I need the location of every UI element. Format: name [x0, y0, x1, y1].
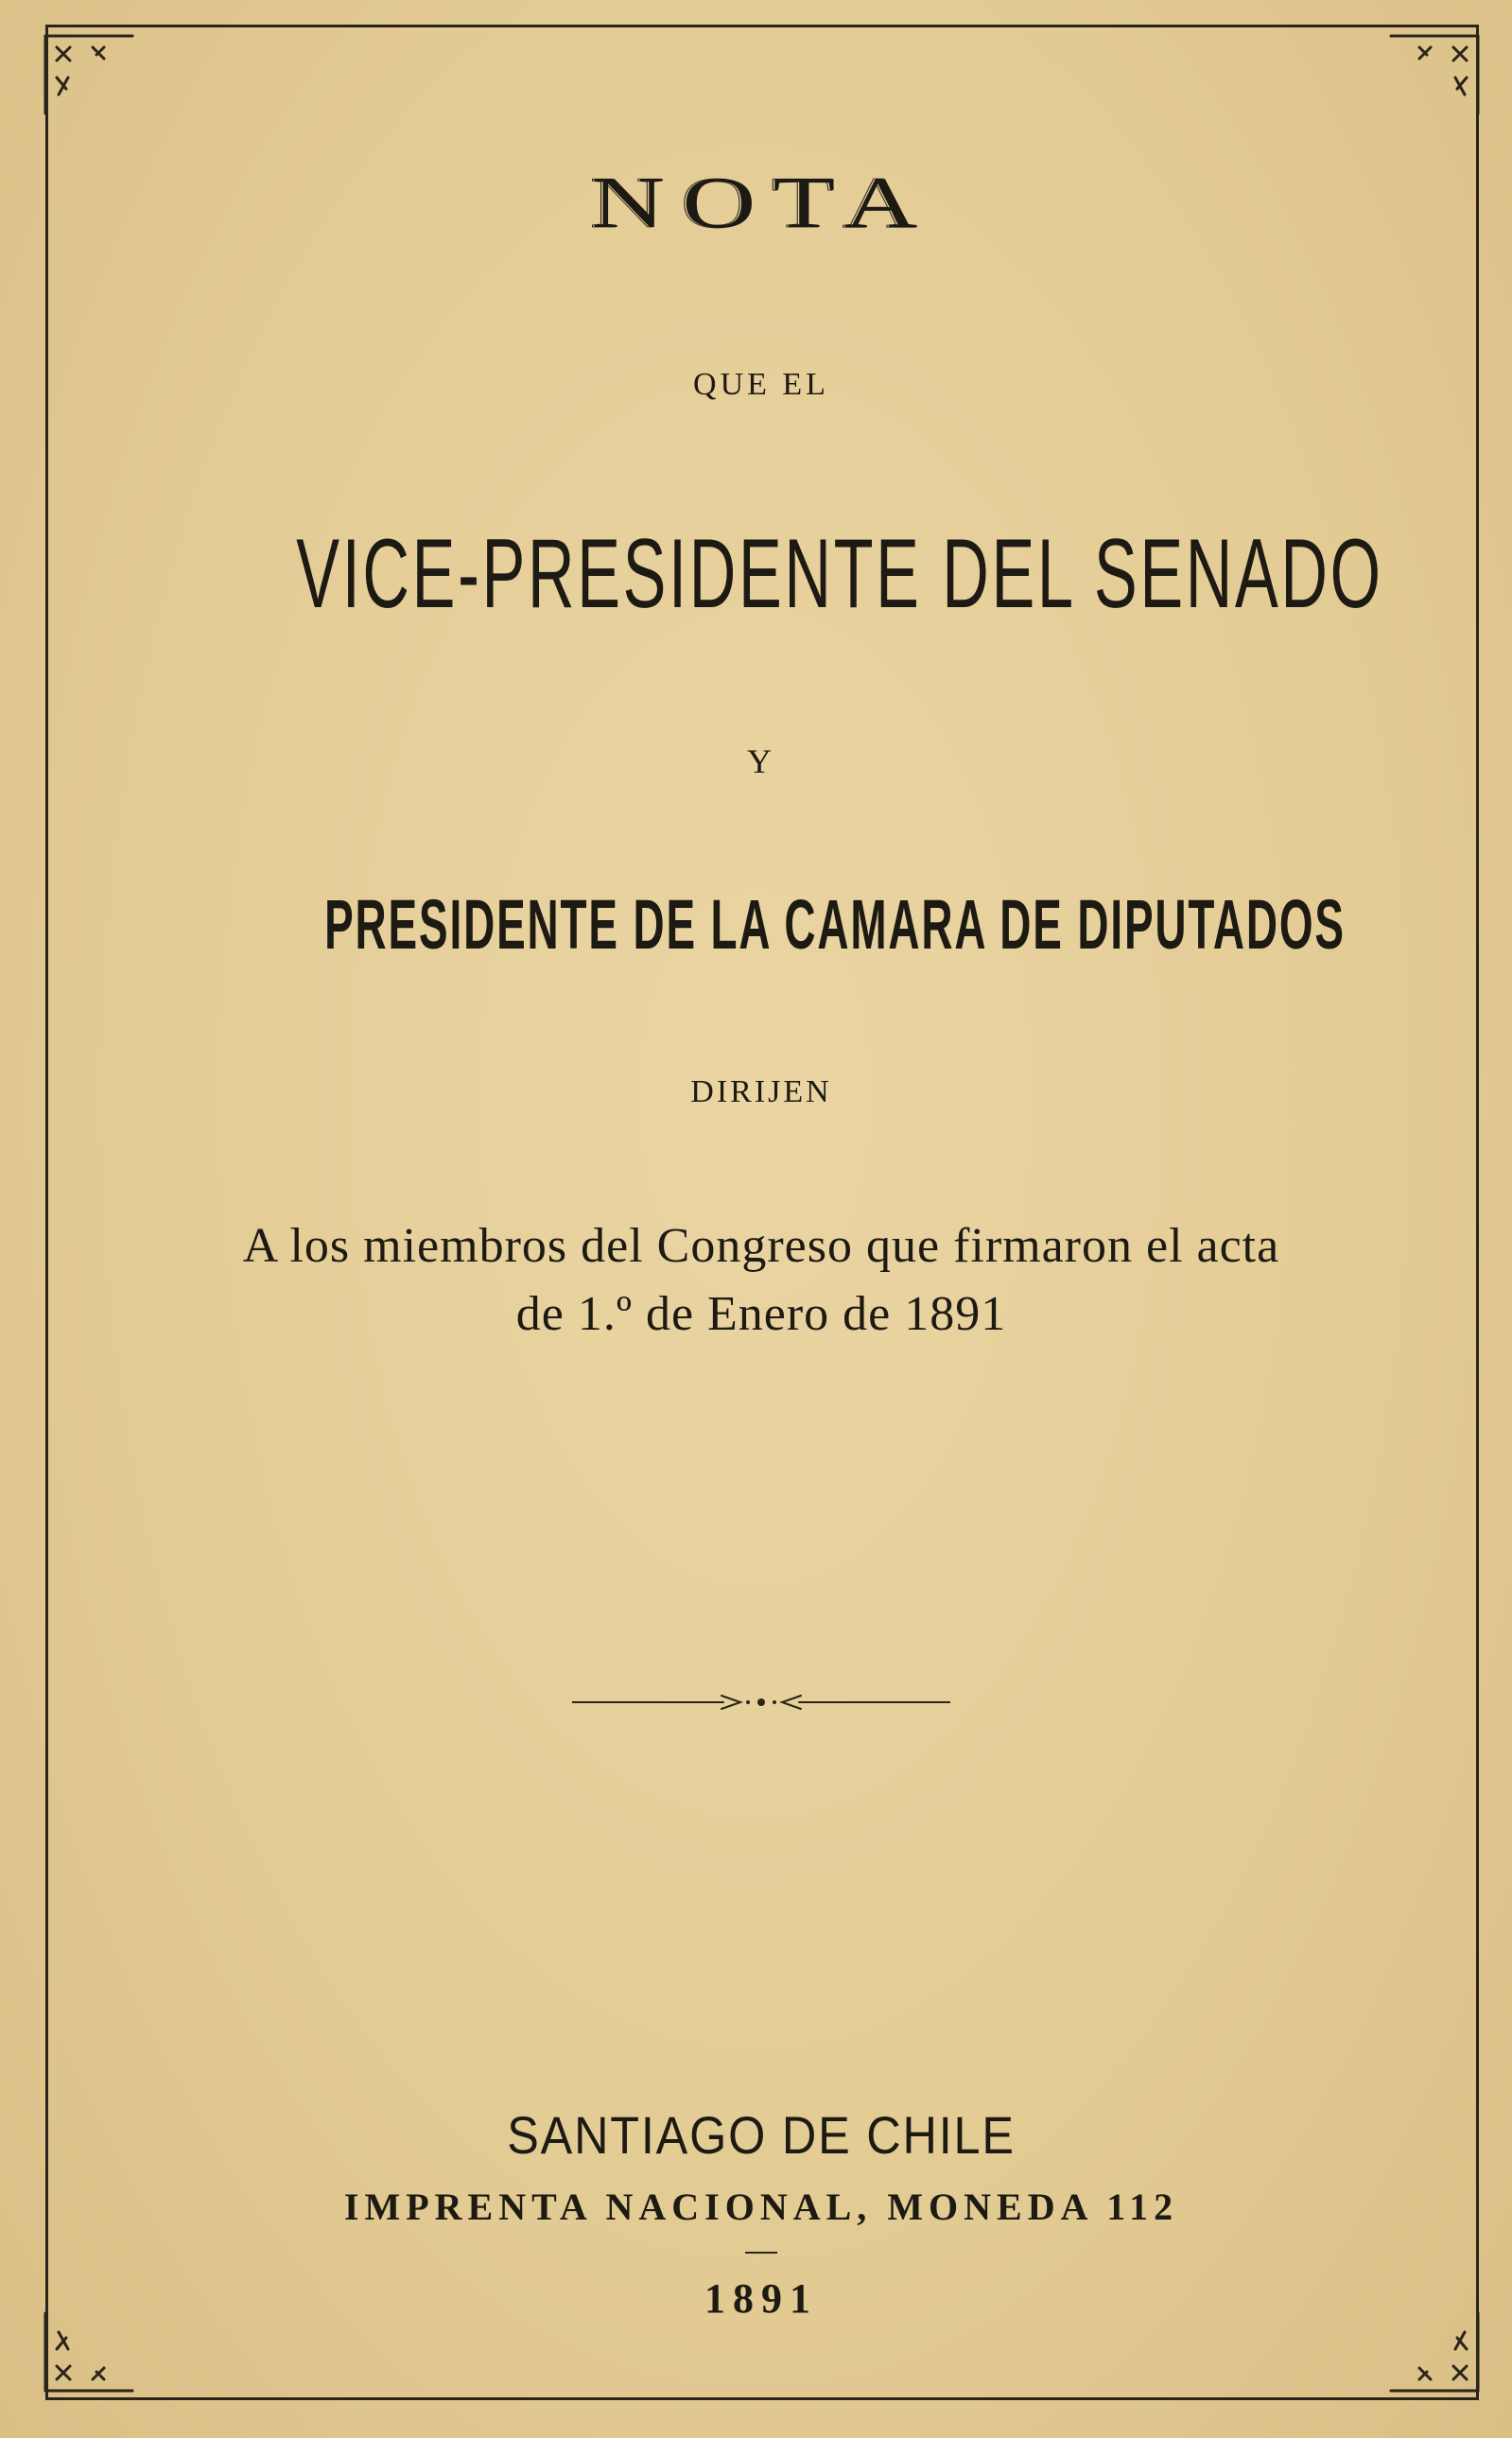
imprint-year: 1891 [704, 2275, 818, 2322]
addressee-line-2: de 1.º de Enero de 1891 [515, 1287, 1007, 1341]
imprint-printer: IMPRENTA NACIONAL, MONEDA 112 [343, 2185, 1179, 2228]
addressee-line-1: A los miembros del Congreso que firmaron el acta [242, 1219, 1280, 1273]
divider-ornament-icon [572, 1688, 950, 1716]
imprint-city: SANTIAGO DE CHILE [507, 2105, 1016, 2165]
document-title: NOTA [589, 162, 933, 244]
subtitle-dirijen: DIRIJEN [690, 1074, 832, 1109]
subtitle-que-el: QUE EL [693, 367, 829, 402]
heading-presidente-camara: PRESIDENTE DE LA CAMARA DE DIPUTADOS [324, 885, 1346, 964]
heading-vice-presidente: VICE-PRESIDENTE DEL SENADO [296, 519, 1383, 629]
corner-ornament-icon [1382, 19, 1486, 123]
corner-ornament-icon [38, 19, 142, 123]
conjunction-y: Y [747, 742, 775, 780]
imprint-rule [745, 2252, 777, 2254]
